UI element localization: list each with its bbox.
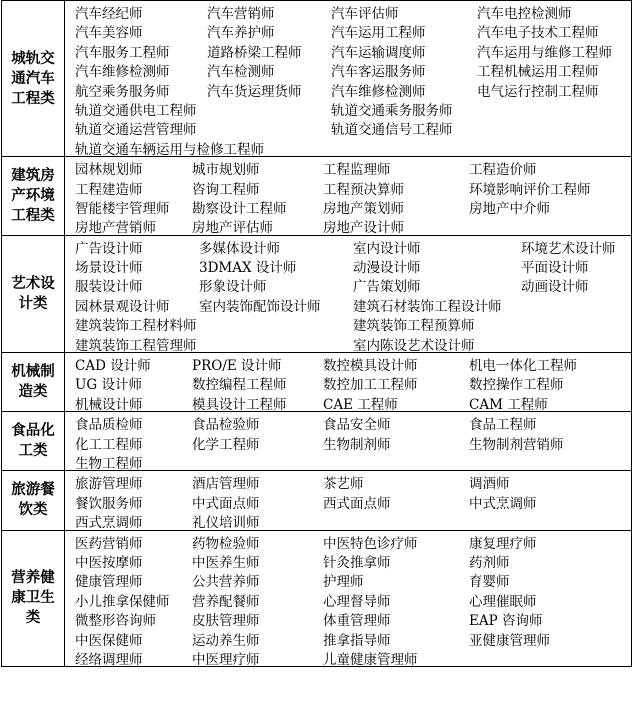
profession-line — [75, 40, 631, 59]
profession-item: 汽车美容师 — [75, 25, 143, 42]
profession-item: 西式面点师 — [323, 495, 391, 512]
profession-item: 推拿指导师 — [323, 632, 391, 649]
profession-item: 中式烹调师 — [469, 495, 537, 512]
profession-item: 环境艺术设计师 — [521, 240, 616, 257]
profession-list-cell — [65, 412, 632, 471]
profession-item: 中医按摩师 — [75, 554, 143, 571]
profession-list-cell — [65, 157, 632, 236]
profession-item: 数控编程工程师 — [192, 377, 287, 394]
profession-line — [75, 569, 631, 591]
profession-item: 运动养生师 — [192, 632, 260, 649]
profession-line — [75, 1, 631, 20]
profession-item: 形象设计师 — [199, 279, 267, 296]
profession-item: 西式烹调师 — [75, 515, 143, 532]
profession-line — [75, 79, 631, 98]
profession-item: 平面设计师 — [521, 260, 589, 277]
profession-item: CAM 工程师 — [469, 396, 548, 413]
profession-item: 室内设计师 — [353, 240, 421, 257]
profession-line — [75, 471, 631, 493]
profession-line — [75, 589, 631, 608]
profession-line — [75, 274, 631, 296]
profession-item: 中医特色诊疗师 — [323, 535, 418, 552]
profession-item: 模具设计工程师 — [192, 396, 287, 413]
profession-item: 工程机械运用工程师 — [477, 64, 599, 81]
profession-item: 轨道交通乘务服务师 — [331, 102, 453, 119]
profession-item: 轨道交通供电工程师 — [75, 102, 197, 119]
profession-item: 汽车货运理货师 — [207, 83, 302, 100]
profession-item: 动漫设计师 — [353, 260, 421, 277]
category-label: 食品化工类 — [11, 423, 55, 460]
profession-item: 营养配餐师 — [192, 593, 260, 610]
profession-item: 公共营养师 — [192, 574, 260, 591]
profession-item: 汽车养护师 — [207, 25, 275, 42]
category-cell — [2, 1, 65, 157]
profession-item: UG 设计师 — [75, 377, 142, 394]
section-row — [2, 157, 632, 236]
profession-line — [75, 353, 631, 375]
profession-item: 亚健康管理师 — [469, 632, 550, 649]
profession-item: 建筑装饰工程预算师 — [353, 318, 475, 335]
profession-line — [75, 531, 631, 550]
profession-item: 道路桥梁工程师 — [207, 44, 302, 61]
profession-list-cell — [65, 1, 632, 157]
profession-item: 智能楼宇管理师 — [75, 200, 170, 217]
profession-item: 园林规划师 — [75, 162, 143, 179]
profession-line — [75, 196, 631, 215]
profession-item: 3DMAX 设计师 — [199, 260, 297, 277]
profession-item: 育婴师 — [469, 574, 510, 591]
profession-item: 城市规划师 — [192, 162, 260, 179]
profession-item: 餐饮服务师 — [75, 495, 143, 512]
profession-line — [75, 550, 631, 569]
profession-item: 生物工程师 — [75, 455, 143, 472]
profession-item: CAE 工程师 — [323, 396, 398, 413]
profession-item: 服装设计师 — [75, 279, 143, 296]
profession-line — [75, 372, 631, 394]
profession-item: 微整形咨询师 — [75, 613, 156, 630]
profession-list-cell — [65, 235, 632, 352]
profession-item: 建筑装饰工程材料师 — [75, 318, 197, 335]
profession-item: 机电一体化工程师 — [469, 358, 577, 375]
profession-item: 轨道交通信号工程师 — [331, 122, 453, 139]
profession-line — [75, 137, 631, 156]
profession-item: 茶艺师 — [323, 476, 364, 493]
category-label: 机械制造类 — [11, 364, 55, 401]
profession-item: 多媒体设计师 — [199, 240, 280, 257]
profession-item: 康复理疗师 — [469, 535, 537, 552]
section-row — [2, 412, 632, 471]
profession-line — [75, 215, 631, 237]
profession-item: 皮肤管理师 — [192, 613, 260, 630]
profession-item: 建筑石材装饰工程设计师 — [353, 298, 502, 315]
profession-item: 中医养生师 — [192, 554, 260, 571]
profession-item: 数控加工工程师 — [323, 377, 418, 394]
profession-item: EAP 咨询师 — [469, 613, 543, 630]
profession-item: 儿童健康管理师 — [323, 651, 418, 668]
category-cell — [2, 412, 65, 471]
profession-item: 食品工程师 — [469, 417, 537, 434]
category-label: 营养健康卫生类 — [11, 570, 55, 627]
profession-item: PRO/E 设计师 — [192, 358, 282, 375]
profession-item: 动画设计师 — [521, 279, 589, 296]
profession-item: 汽车运用与维修工程师 — [477, 44, 612, 61]
profession-item: 酒店管理师 — [192, 476, 260, 493]
profession-line — [75, 392, 631, 411]
profession-line — [75, 294, 631, 313]
profession-item: 机械设计师 — [75, 396, 143, 413]
profession-line — [75, 608, 631, 630]
profession-item: 经络调理师 — [75, 651, 143, 668]
profession-line — [75, 98, 631, 117]
profession-item: 工程预决算师 — [323, 181, 404, 198]
profession-line — [75, 510, 631, 532]
profession-item: 工程造价师 — [469, 162, 537, 179]
category-label: 艺术设计类 — [11, 275, 55, 312]
category-cell — [2, 235, 65, 352]
profession-line — [75, 255, 631, 277]
profession-item: 广告策划师 — [353, 279, 421, 296]
profession-item: 室内装饰配饰设计师 — [199, 298, 321, 315]
profession-item: 勘察设计工程师 — [192, 200, 287, 217]
profession-item: 食品质检师 — [75, 417, 143, 434]
profession-item: 房地产策划师 — [323, 200, 404, 217]
profession-item: 房地产评估师 — [192, 220, 273, 237]
profession-item: 工程监理师 — [323, 162, 391, 179]
profession-list-cell — [65, 353, 632, 412]
profession-item: 旅游管理师 — [75, 476, 143, 493]
profession-item: 汽车检测师 — [207, 64, 275, 81]
profession-item: 汽车运输调度师 — [331, 44, 426, 61]
section-row — [2, 1, 632, 157]
profession-item: 化学工程师 — [192, 436, 260, 453]
profession-line — [75, 313, 631, 335]
profession-item: 汽车电控检测师 — [477, 6, 572, 22]
category-label: 城轨交通汽车工程类 — [11, 50, 55, 107]
profession-item: 汽车服务工程师 — [75, 44, 170, 61]
profession-line — [75, 177, 631, 196]
profession-item: 咨询工程师 — [192, 181, 260, 198]
profession-item: 数控操作工程师 — [469, 377, 564, 394]
profession-line — [75, 628, 631, 647]
section-row — [2, 530, 632, 667]
profession-line — [75, 117, 631, 139]
profession-item: 汽车维修检测师 — [75, 64, 170, 81]
profession-item: 护理师 — [323, 574, 364, 591]
profession-item: 轨道交通车辆运用与检修工程师 — [75, 141, 264, 158]
profession-item: 生物制剂营销师 — [469, 436, 564, 453]
profession-item: CAD 设计师 — [75, 358, 151, 375]
profession-item: 化工工程师 — [75, 436, 143, 453]
profession-item: 航空乘务服务师 — [75, 83, 170, 100]
profession-item: 汽车客运服务师 — [331, 64, 426, 81]
profession-item: 汽车营销师 — [207, 6, 275, 22]
profession-item: 汽车评估师 — [331, 6, 399, 22]
section-row — [2, 471, 632, 530]
profession-item: 心理督导师 — [323, 593, 391, 610]
profession-line — [75, 491, 631, 510]
section-row — [2, 235, 632, 352]
profession-item: 室内陈设艺术设计师 — [353, 337, 475, 354]
category-label: 建筑房产环境工程类 — [11, 167, 55, 224]
profession-item: 小儿推拿保健师 — [75, 593, 170, 610]
profession-line — [75, 157, 631, 179]
profession-item: 汽车电子技术工程师 — [477, 25, 599, 42]
profession-item: 房地产中介师 — [469, 200, 550, 217]
profession-item: 汽车维修检测师 — [331, 83, 426, 100]
profession-item: 汽车运用工程师 — [331, 25, 426, 42]
profession-item: 心理催眠师 — [469, 593, 537, 610]
profession-item: 医药营销师 — [75, 535, 143, 552]
category-cell — [2, 353, 65, 412]
section-row — [2, 353, 632, 412]
profession-item: 中医理疗师 — [192, 651, 260, 668]
profession-line — [75, 432, 631, 451]
profession-line — [75, 20, 631, 42]
profession-line — [75, 647, 631, 666]
profession-line — [75, 412, 631, 434]
profession-item: 食品检验师 — [192, 417, 260, 434]
profession-item: 汽车经纪师 — [75, 6, 143, 22]
profession-item: 礼仪培训师 — [192, 515, 260, 532]
profession-list-cell — [65, 530, 632, 667]
profession-item: 房地产设计师 — [323, 220, 404, 237]
category-cell — [2, 471, 65, 530]
profession-item: 工程建造师 — [75, 181, 143, 198]
profession-line — [75, 451, 631, 470]
profession-line — [75, 236, 631, 255]
profession-item: 针灸推拿师 — [323, 554, 391, 571]
profession-item: 中式面点师 — [192, 495, 260, 512]
profession-item: 体重管理师 — [323, 613, 391, 630]
profession-item: 食品安全师 — [323, 417, 391, 434]
profession-item: 调酒师 — [469, 476, 510, 493]
profession-item: 中医保健师 — [75, 632, 143, 649]
profession-item: 药剂师 — [469, 554, 510, 571]
table-body — [2, 1, 632, 667]
profession-item: 环境影响评价工程师 — [469, 181, 591, 198]
category-cell — [2, 530, 65, 667]
profession-line — [75, 59, 631, 81]
category-label: 旅游餐饮类 — [11, 482, 55, 519]
profession-item: 生物制剂师 — [323, 436, 391, 453]
profession-line — [75, 333, 631, 352]
profession-list-cell — [65, 471, 632, 530]
profession-item: 广告设计师 — [75, 240, 143, 257]
profession-item: 电气运行控制工程师 — [477, 83, 599, 100]
profession-table — [1, 0, 632, 667]
profession-item: 健康管理师 — [75, 574, 143, 591]
profession-item: 园林景观设计师 — [75, 298, 170, 315]
profession-item: 轨道交通运营管理师 — [75, 122, 197, 139]
profession-item: 药物检验师 — [192, 535, 260, 552]
category-cell — [2, 157, 65, 236]
profession-item: 场景设计师 — [75, 260, 143, 277]
profession-item: 建筑装饰工程管理师 — [75, 337, 197, 354]
profession-item: 数控模具设计师 — [323, 358, 418, 375]
profession-item: 房地产营销师 — [75, 220, 156, 237]
